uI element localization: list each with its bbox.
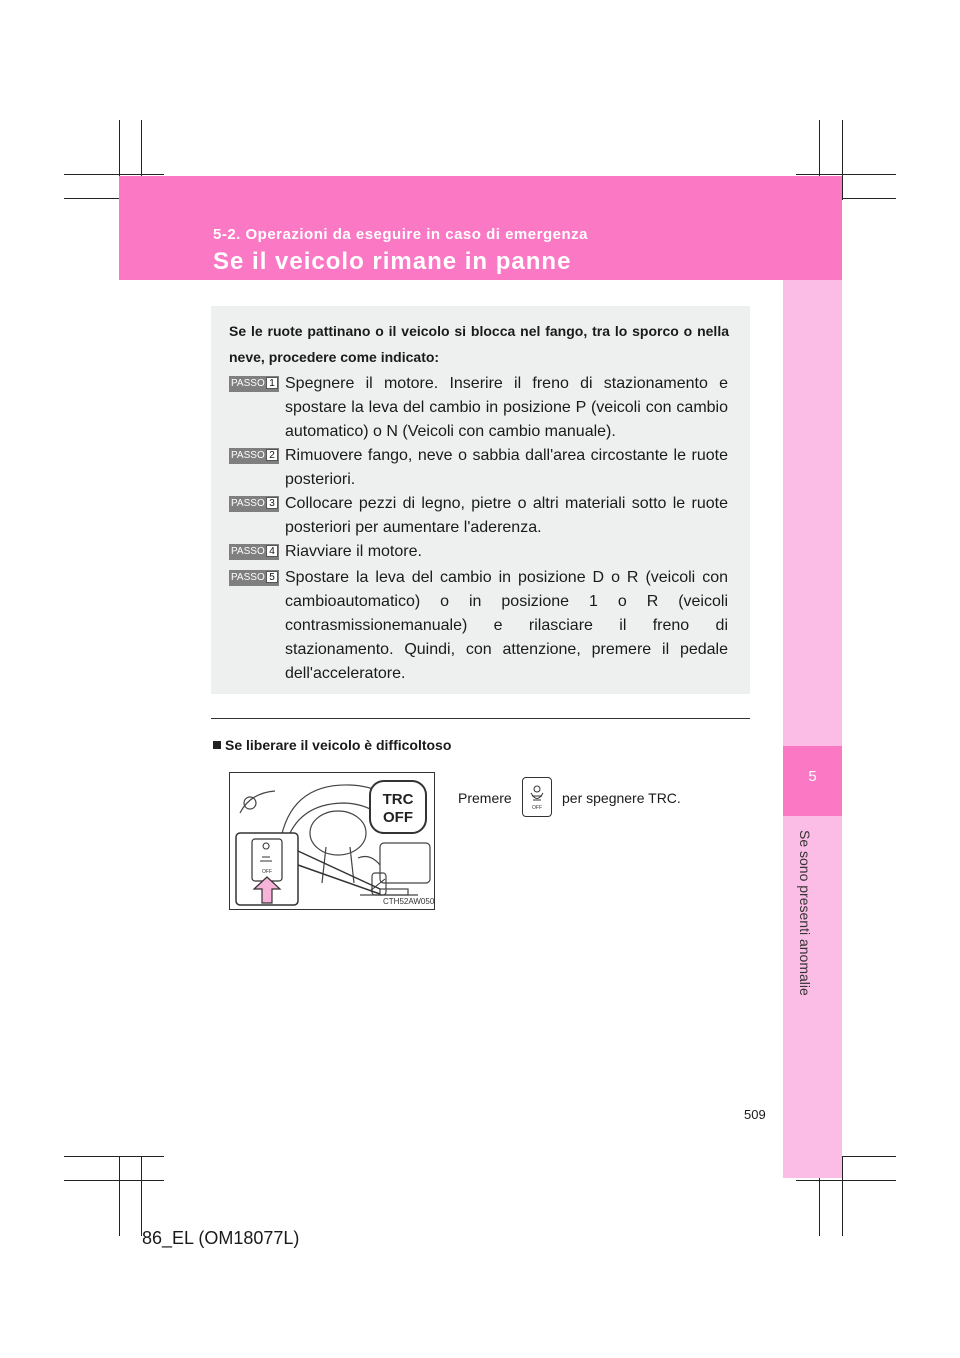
section-title: 5-2. Operazioni da eseguire in caso di emergenza <box>213 226 588 243</box>
chapter-sidebar <box>783 280 842 1178</box>
button-off-label: OFF <box>262 869 272 875</box>
step-text: Riavviare il motore. <box>285 543 422 560</box>
premere-after-text: per spegnere TRC. <box>562 790 681 806</box>
crop-mark <box>796 174 896 175</box>
crop-mark <box>796 1180 896 1181</box>
page-number: 509 <box>744 1107 766 1122</box>
step-badge-label: PASSO <box>231 498 265 509</box>
trc-callout-line1: TRC <box>382 791 414 808</box>
page-header <box>119 176 842 280</box>
chapter-title: Se sono presenti anomalie <box>797 830 813 996</box>
crop-mark <box>842 120 843 200</box>
step-badge <box>229 570 279 586</box>
step-badge <box>229 544 279 560</box>
step-badge-label: PASSO <box>231 546 265 557</box>
subsection-heading-text: Se liberare il veicolo è difficoltoso <box>225 737 452 753</box>
trc-off-button-icon <box>522 777 552 817</box>
document-code: 86_EL (OM18077L) <box>142 1228 300 1248</box>
step-badge <box>229 448 279 464</box>
step-number: 1 <box>266 377 278 389</box>
step-text: Spostare la leva del cambio in posizione D o R (veicoli con cambioautomatico) o in posizione 1 o R (veicoli contrasmissionemanuale) e rilasciare il freno di stazionamento. Quindi, con attenzione, premere il pedale dell'acceleratore. <box>285 569 728 682</box>
procedure-intro: Se le ruote pattinano o il veicolo si blocca nel fango, tra lo sporco o nella neve, procedere come indicato: <box>229 323 729 365</box>
section-divider <box>211 718 750 719</box>
premere-text: Premere <box>458 790 512 806</box>
step-number: 5 <box>266 571 278 583</box>
subsection-heading <box>213 737 451 753</box>
chapter-number: 5 <box>808 768 817 785</box>
trc-off-illustration <box>229 772 435 910</box>
crop-mark <box>141 1156 142 1236</box>
figure-code: CTH52AW050 <box>383 897 435 906</box>
step-number: 3 <box>266 497 278 509</box>
crop-mark <box>64 174 164 175</box>
button-off-label: OFF <box>532 805 542 811</box>
square-bullet-icon <box>213 741 221 749</box>
step-number: 2 <box>266 449 278 461</box>
step-number: 4 <box>266 545 278 557</box>
step-badge <box>229 376 279 392</box>
step-text: Rimuovere fango, neve o sabbia dall'area circostante le ruote posteriori. <box>285 447 728 488</box>
crop-mark <box>64 1180 164 1181</box>
trc-callout-line2: OFF <box>383 809 413 826</box>
dashboard-illustration <box>230 773 435 910</box>
step-badge-label: PASSO <box>231 450 265 461</box>
step-text: Collocare pezzi di legno, pietre o altri materiali sotto le ruote posteriori per aumentare l'aderenza. <box>285 495 728 536</box>
page-title: Se il veicolo rimane in panne <box>213 248 572 275</box>
crop-mark <box>64 1156 164 1157</box>
crop-mark <box>119 1156 120 1236</box>
step-badge <box>229 496 279 512</box>
crop-mark <box>842 1156 843 1236</box>
step-badge-label: PASSO <box>231 572 265 583</box>
step-badge-label: PASSO <box>231 378 265 389</box>
step-text: Spegnere il motore. Inserire il freno di stazionamento e spostare la leva del cambio in posizione P (veicoli con cambio automatico) o N (Veicoli con cambio manuale). <box>285 375 728 440</box>
